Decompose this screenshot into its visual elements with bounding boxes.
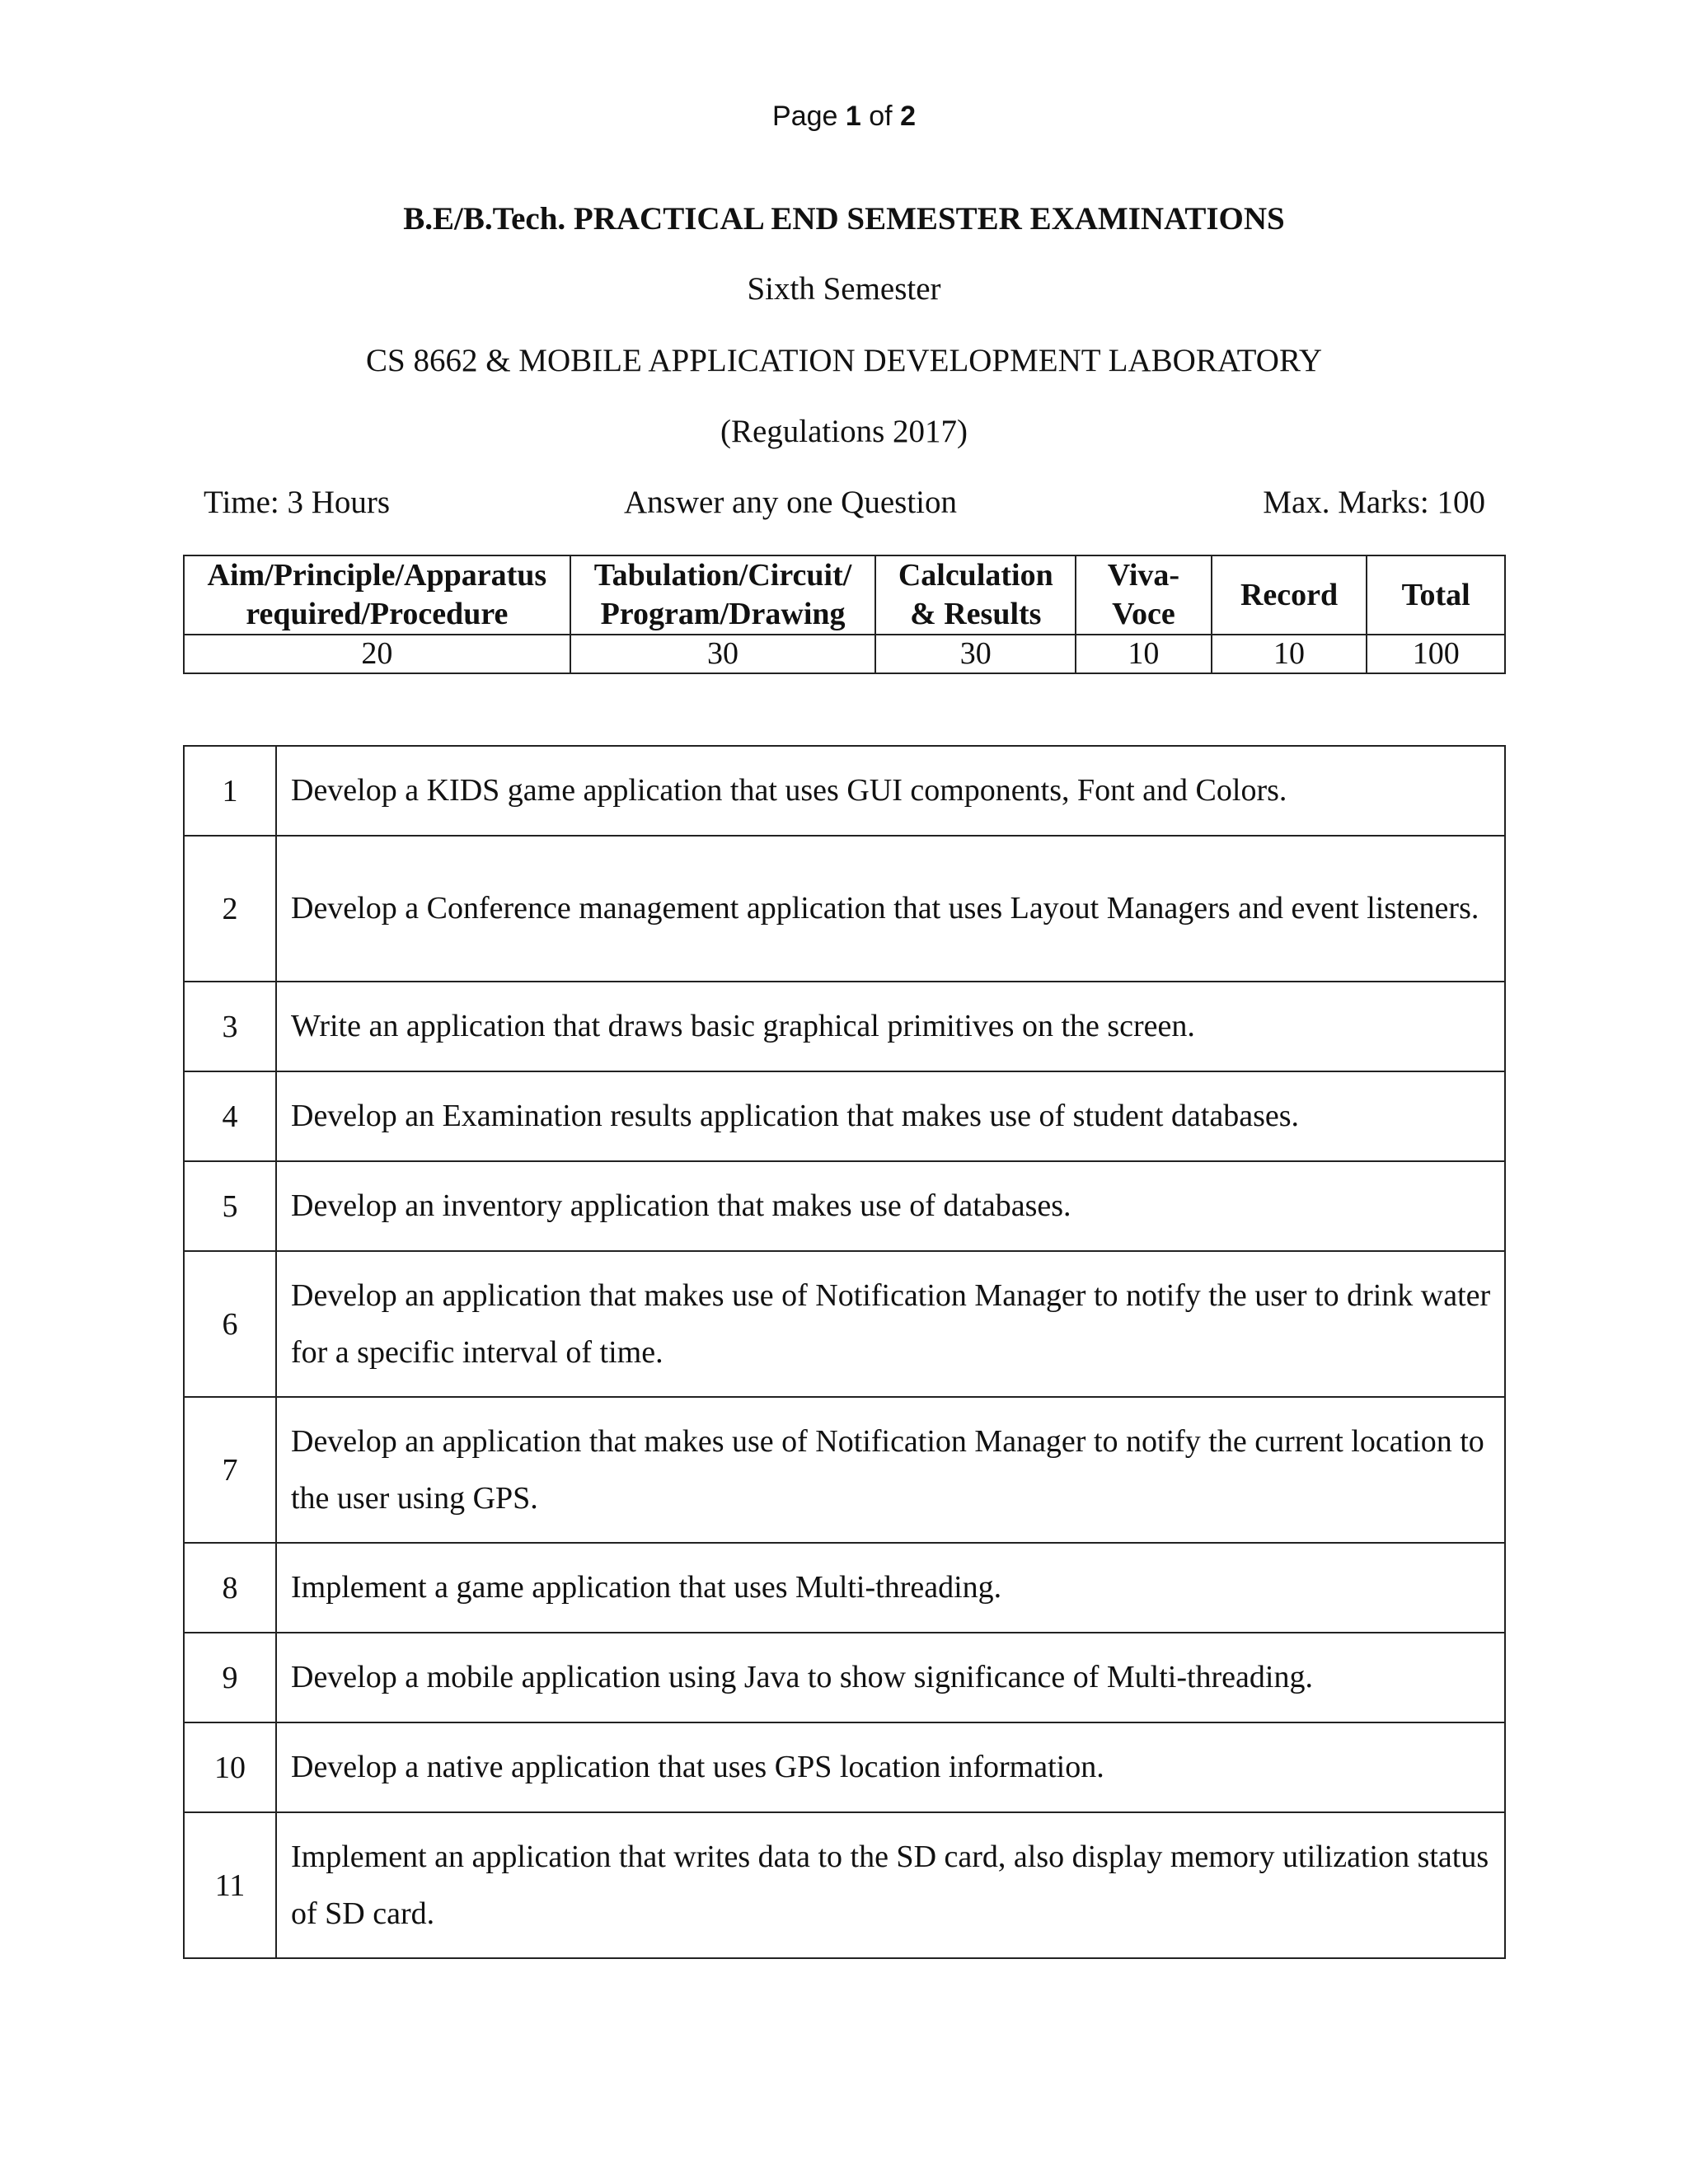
page-indicator [0, 101, 1688, 133]
questions-table [183, 745, 1506, 1959]
question-number: 3 [184, 982, 276, 1071]
exam-title: B.E/B.Tech. PRACTICAL END SEMESTER EXAMINATIONS [403, 201, 1285, 237]
question-text: Develop a mobile application using Java to show significance of Multi-threading. [276, 1633, 1505, 1722]
marks-header-cell: Total [1367, 555, 1505, 635]
marks-value-cell: 10 [1076, 635, 1212, 673]
question-text: Develop a native application that uses GPS location information. [276, 1722, 1505, 1812]
marks-value-cell: 30 [875, 635, 1076, 673]
marks-header-cell: Record [1212, 555, 1367, 635]
marks-header-cell: Tabulation/Circuit/ Program/Drawing [570, 555, 876, 635]
question-row [184, 1397, 1505, 1543]
semester: Sixth Semester [747, 271, 941, 307]
question-text: Develop an application that makes use of Notification Manager to notify the user to drink water for a specific interval of time. [276, 1251, 1505, 1397]
question-text: Develop an application that makes use of Notification Manager to notify the current location to the user using GPS. [276, 1397, 1505, 1543]
question-text: Develop an inventory application that makes use of databases. [276, 1161, 1505, 1251]
question-number: 10 [184, 1722, 276, 1812]
marks-value-cell: 20 [184, 635, 570, 673]
question-row [184, 1543, 1505, 1633]
max-marks: Max. Marks: 100 [1263, 485, 1485, 520]
question-text: Write an application that draws basic graphical primitives on the screen. [276, 982, 1505, 1071]
exam-duration: Time: 3 Hours [204, 485, 391, 520]
question-number: 7 [184, 1397, 276, 1543]
question-row [184, 746, 1505, 836]
question-number: 4 [184, 1071, 276, 1161]
marks-header-cell: Aim/Principle/Apparatus required/Procedure [184, 555, 570, 635]
marks-value-cell: 10 [1212, 635, 1367, 673]
question-text: Implement an application that writes data to the SD card, also display memory utilization status of SD card. [276, 1812, 1505, 1958]
page-separator: of [869, 101, 893, 132]
question-text: Develop an Examination results application that makes use of student databases. [276, 1071, 1505, 1161]
question-row [184, 1812, 1505, 1958]
page-label: Page [772, 101, 838, 132]
question-row [184, 1722, 1505, 1812]
question-row [184, 1161, 1505, 1251]
regulations: (Regulations 2017) [720, 414, 968, 449]
exam-instruction: Answer any one Question [624, 485, 957, 520]
question-number: 6 [184, 1251, 276, 1397]
question-number: 11 [184, 1812, 276, 1958]
question-number: 1 [184, 746, 276, 836]
total-pages: 2 [900, 101, 916, 132]
course-name: CS 8662 & MOBILE APPLICATION DEVELOPMENT LABORATORY [366, 343, 1322, 378]
marks-value-row [184, 635, 1505, 673]
question-row [184, 1633, 1505, 1722]
question-number: 8 [184, 1543, 276, 1633]
marks-header-cell: Viva- Voce [1076, 555, 1212, 635]
marks-value-cell: 100 [1367, 635, 1505, 673]
question-number: 5 [184, 1161, 276, 1251]
marks-header-row [184, 555, 1505, 635]
question-text: Develop a KIDS game application that uses GUI components, Font and Colors. [276, 746, 1505, 836]
marks-distribution-table [183, 555, 1506, 674]
question-text: Implement a game application that uses Multi-threading. [276, 1543, 1505, 1633]
question-number: 2 [184, 836, 276, 982]
question-row [184, 982, 1505, 1071]
question-number: 9 [184, 1633, 276, 1722]
question-row [184, 1251, 1505, 1397]
marks-header-cell: Calculation & Results [875, 555, 1076, 635]
current-page: 1 [845, 101, 861, 132]
question-row [184, 836, 1505, 982]
question-text: Develop a Conference management application that uses Layout Managers and event listeners. [276, 836, 1505, 982]
marks-value-cell: 30 [570, 635, 876, 673]
question-row [184, 1071, 1505, 1161]
